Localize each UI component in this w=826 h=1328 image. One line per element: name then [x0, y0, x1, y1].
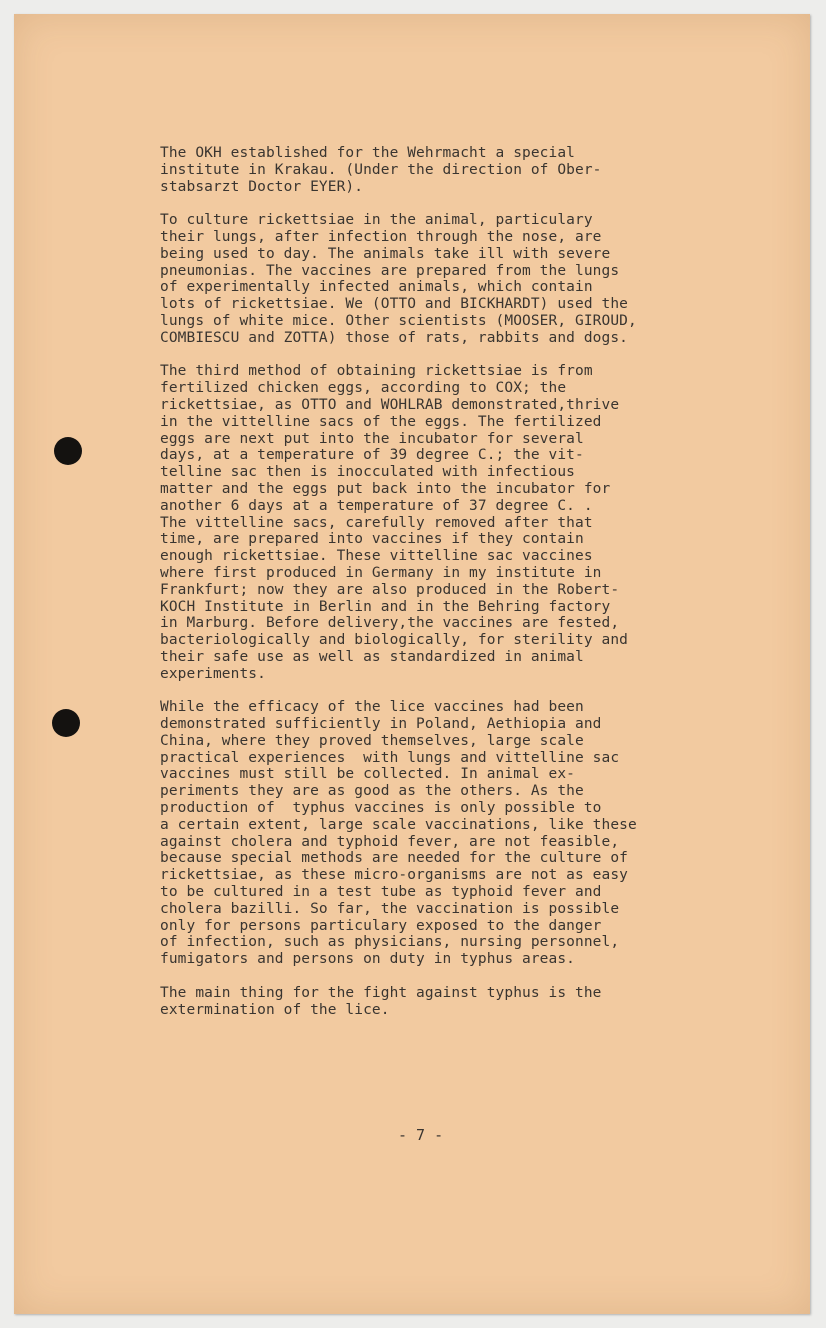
paragraph-5 [160, 985, 720, 1019]
text-line: The main thing for the fight against typhus is the [160, 984, 602, 1001]
text-line: The vittelline sacs, carefully removed after that [160, 514, 593, 531]
text-line: pneumonias. The vaccines are prepared from the lungs [160, 262, 620, 279]
text-line: China, where they proved themselves, large scale [160, 732, 584, 749]
text-line: vaccines must still be collected. In animal ex- [160, 766, 575, 783]
punch-hole-bottom [52, 709, 80, 737]
text-line: While the efficacy of the lice vaccines had been [160, 699, 584, 716]
body-text [160, 145, 720, 1035]
text-line: demonstrated sufficiently in Poland, Aethiopia and [160, 716, 602, 733]
text-line: rickettsiae, as OTTO and WOHLRAB demonstrated,thrive [160, 396, 620, 413]
text-line: where first produced in Germany in my institute in [160, 564, 602, 581]
text-line: fertilized chicken eggs, according to COX; the [160, 380, 567, 397]
text-line: a certain extent, large scale vaccinations, like these [160, 816, 637, 833]
paragraph-4 [160, 699, 720, 968]
page-number: - 7 - [398, 1126, 444, 1144]
text-line: their safe use as well as standardized in animal [160, 648, 584, 665]
text-line: experiments. [160, 665, 266, 682]
text-line: extermination of the lice. [160, 1001, 390, 1018]
text-line: COMBIESCU and ZOTTA) those of rats, rabbits and dogs. [160, 329, 628, 346]
text-line: days, at a temperature of 39 degree C.; the vit- [160, 447, 584, 464]
text-line: stabsarzt Doctor EYER). [160, 178, 364, 195]
text-line: telline sac then is inocculated with infectious [160, 464, 575, 481]
text-line: The OKH established for the Wehrmacht a special [160, 145, 575, 161]
text-line: cholera bazilli. So far, the vaccination is possible [160, 900, 620, 917]
paragraph-2 [160, 212, 720, 346]
text-line: of infection, such as physicians, nursing personnel, [160, 934, 620, 951]
text-line: institute in Krakau. (Under the direction of Ober- [160, 161, 602, 178]
text-line: practical experiences with lungs and vittelline sac [160, 749, 620, 766]
text-line: production of typhus vaccines is only possible to [160, 800, 602, 817]
text-line: periments they are as good as the others. As the [160, 783, 584, 800]
text-line: of experimentally infected animals, which contain [160, 279, 593, 296]
text-line: lungs of white mice. Other scientists (MOOSER, GIROUD, [160, 312, 637, 329]
text-line: in the vittelline sacs of the eggs. The fertilized [160, 413, 602, 430]
text-line: KOCH Institute in Berlin and in the Behring factory [160, 598, 611, 615]
text-line: fumigators and persons on duty in typhus areas. [160, 951, 575, 968]
text-line: bacteriologically and biologically, for sterility and [160, 632, 628, 649]
text-line: being used to day. The animals take ill with severe [160, 245, 611, 262]
punch-hole-top [54, 437, 82, 465]
text-line: time, are prepared into vaccines if they contain [160, 531, 584, 548]
text-line: Frankfurt; now they are also produced in the Robert- [160, 581, 620, 598]
paragraph-3 [160, 363, 720, 682]
text-line: another 6 days at a temperature of 37 degree C. . [160, 497, 593, 514]
text-line: against cholera and typhoid fever, are not feasible, [160, 833, 620, 850]
text-line: lots of rickettsiae. We (OTTO and BICKHARDT) used the [160, 296, 628, 313]
text-line: The third method of obtaining rickettsiae is from [160, 363, 593, 380]
text-line: in Marburg. Before delivery,the vaccines are fested, [160, 615, 620, 632]
text-line: because special methods are needed for the culture of [160, 850, 628, 867]
text-line: only for persons particulary exposed to the danger [160, 917, 602, 934]
text-line: their lungs, after infection through the nose, are [160, 228, 602, 245]
text-line: To culture rickettsiae in the animal, particulary [160, 212, 593, 229]
text-line: enough rickettsiae. These vittelline sac vaccines [160, 548, 593, 565]
text-line: to be cultured in a test tube as typhoid fever and [160, 884, 602, 901]
text-line: eggs are next put into the incubator for several [160, 430, 584, 447]
paragraph-1 [160, 145, 720, 195]
text-line: matter and the eggs put back into the incubator for [160, 480, 611, 497]
text-line: rickettsiae, as these micro-organisms are not as easy [160, 867, 628, 884]
document-page [14, 14, 810, 1314]
